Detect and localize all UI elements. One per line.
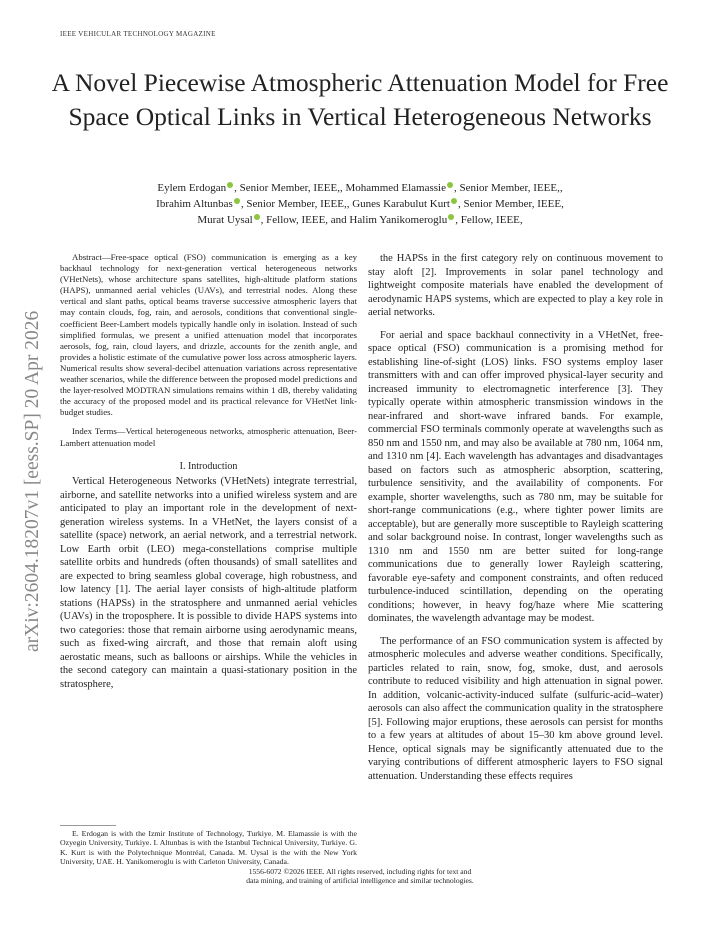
orcid-icon[interactable] bbox=[254, 214, 260, 220]
copyright-notice bbox=[150, 867, 570, 886]
copyright-line-2: data mining, and training of artificial intelligence and similar technologies. bbox=[246, 876, 474, 886]
copyright-line-1: 1556-6072 ©2026 IEEE. All rights reserved, including rights for text and bbox=[248, 867, 472, 876]
affiliation-footnote bbox=[60, 829, 357, 867]
section-heading-introduction: I. Introduction bbox=[179, 460, 238, 472]
footnote-text: E. Erdogan is with the Izmir Institute of Technology, Turkiye. M. Elamassie is with the Ozyegin University, Turkiye. I. Altunbas is with the Istanbul Technical University, Turkiye. G. K. Kurt is with the Polytechnique Montréal, Canada. M. Uysal is the with the New York University, UAE. H. Yanikomeroglu is with Carleton University, Canada. bbox=[60, 829, 357, 867]
orcid-icon[interactable] bbox=[447, 182, 453, 188]
right-paragraph-3: The performance of an FSO communication system is affected by atmospheric molecules and adverse weather conditions. Specifically, particles related to rain, snow, fog, smoke, dust, and aerosols contribute to reduced visibility and high attenuation in signal power. In addition, volcanic-activity-induced sulfate (sulfuric-acid–water) aerosols can also affect the communication quality in the stratosphere [5]. Following major eruptions, these aerosols can persist for months to a few years at altitudes of about 15–30 km above ground level. Hence, optical signals may be significantly attenuated due to the varying contributions of different atmospheric layers to FSO signal attenuation. Understanding these effects requires bbox=[368, 635, 663, 782]
author-line-2: Ibrahim Altunbas , Senior Member, IEEE,, Gunes Karabulut Kurt , Senior Member, IEEE, bbox=[156, 198, 564, 210]
right-paragraph-2: For aerial and space backhaul connectivity in a VHetNet, free-space optical (FSO) communication is a promising method for establishing line-of-sight (LOS) links. FSO systems employ laser transmitters with and can offer improved physical-layer security and increased immunity to electromagnetic interference [3]. They typically operate within atmospheric transmission windows in the near-infrared and short-wave infrared bands. For example, commercial FSO terminals commonly operate at wavelengths such as 850 nm and 1550 nm, and may also be available at 780 nm, 1064 nm, and 1310 nm [4]. Each wavelength has advantages and disadvantages based on factors such as atmospheric absorption, scattering, turbulence sensitivity, and the availability of components. For example, shorter wavelengths, such as 780 nm, may be suitable for short-range communications (e.g., where tighter power limits are acceptable), but are generally more susceptible to Rayleigh scattering and solar background noise. In contrast, longer wavelengths such as 1310 nm and 1550 nm are better suited for long-range communications due to generally lower Rayleigh scattering, favorable eye-safety and component constraints, and often reduced turbulence-induced scintillation, depending on the operating conditions; however, in heavy fog/haze where Mie scattering dominates, the wavelength advantage may be modest. bbox=[368, 329, 663, 624]
index-terms: Index Terms—Vertical heterogeneous networks, atmospheric attenuation, Beer-Lambert attenuation model bbox=[60, 426, 357, 448]
arxiv-sidebar-id[interactable]: arXiv:2604.18207v1 [eess.SP] 20 Apr 2026 bbox=[22, 310, 43, 652]
author-line-1: Eylem Erdogan , Senior Member, IEEE,, Mohammed Elamassie , Senior Member, IEEE,, bbox=[157, 182, 563, 194]
left-column bbox=[60, 252, 357, 691]
orcid-icon[interactable] bbox=[448, 214, 454, 220]
paper-title: A Novel Piecewise Atmospheric Attenuation Model for Free Space Optical Links in Vertical Heterogeneous Networks bbox=[51, 68, 669, 131]
abstract bbox=[60, 252, 357, 449]
orcid-icon[interactable] bbox=[451, 198, 457, 204]
author-line-3: Murat Uysal , Fellow, IEEE, and Halim Yanikomeroglu , Fellow, IEEE, bbox=[197, 214, 523, 226]
abstract-text: Abstract—Free-space optical (FSO) communication is emerging as a key backhaul technology for next-generation vertical heterogeneous networks (VHetNets), whose architecture spans satellites, high-altitude platform stations (HAPS), unmanned aerial vehicles (UAVs), and terrestrial nodes. Along these vertical and slant paths, optical beams traverse successive atmospheric layers that may contain clouds, fog, rain, and aerosols, conditions that conventional single-coefficient Beer-Lambert models typically handle only in isolation. Instead of such simplified formulas, we present a unified attenuation model that incorporates aerosols, fog, rain, cloud layers, and drizzle, accounts for the zenith angle, and provides a holistic estimate of the cumulative power loss across atmospheric layers. Numerical results show several-decibel attenuation variations across representative weather scenarios, while the difference between the proposed model predictions and the layer-resolved MODTRAN simulations remains within 1 dB, thereby validating the accuracy of the proposed model and its practical relevance for VHetNet link-budget studies. bbox=[60, 252, 357, 418]
author-erdogan: Eylem Erdogan bbox=[157, 182, 227, 194]
right-paragraph-1: the HAPSs in the first category rely on continuous movement to stay aloft [2]. Improvements in solar panel technology and lightweight composite materials have enabled the development of aerodynamic HAPS systems, which are expected to play a key role in aerial networks. bbox=[368, 253, 663, 318]
journal-header: IEEE VEHICULAR TECHNOLOGY MAGAZINE bbox=[60, 30, 216, 38]
footnote-rule bbox=[60, 825, 116, 826]
intro-paragraph-1: Vertical Heterogeneous Networks (VHetNets) integrate terrestrial, airborne, and satellite networks into a unified wireless system and are anticipated to play an important role in the development of next-generation wireless systems. In a VHetNet, the layers consist of a satellite (space) network, an aerial network, and a terrestrial network. Low Earth orbit (LEO) mega-constellations comprise multiple satellite orbits and hundreds (often thousands) of small satellites and are expected to bring seamless global coverage, high robustness, and low latency [1]. The aerial layer consists of high-altitude platform stations (HAPSs) in the stratosphere and unmanned aerial vehicles (UAVs) in the troposphere. It is possible to divide HAPS systems into two categories: those that remain airborne using aerodynamic means, such as fixed-wing aircraft, and those that remain aloft using aerostatic means, such as balloons or airships. While the vehicles in the second category can maintain a quasi-stationary position in the stratosphere, bbox=[60, 476, 357, 690]
author-list bbox=[70, 180, 650, 228]
right-column bbox=[368, 252, 663, 783]
orcid-icon[interactable] bbox=[227, 182, 233, 188]
orcid-icon[interactable] bbox=[234, 198, 240, 204]
